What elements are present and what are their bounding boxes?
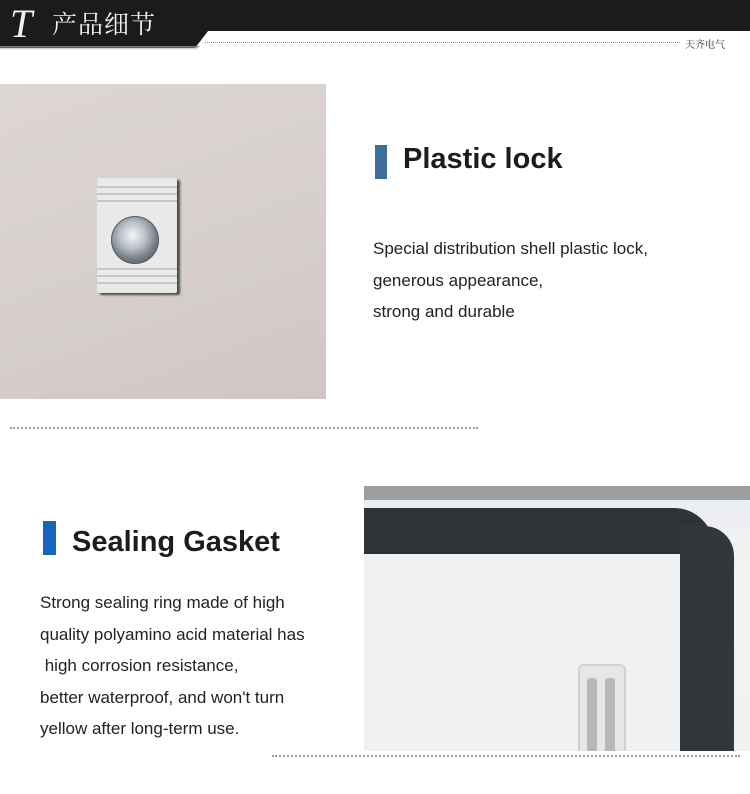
sealing-gasket-text-line: Strong sealing ring made of high <box>40 593 285 612</box>
bottom-dotted-divider <box>272 755 740 757</box>
plastic-lock-text-line: generous appearance, <box>373 271 544 290</box>
page-title: 产品细节 <box>52 10 157 39</box>
plastic-lock-photo <box>0 84 326 399</box>
plastic-lock-heading: Plastic lock <box>403 143 563 175</box>
screw-icon <box>111 216 159 264</box>
logo-t-icon: T <box>10 1 33 46</box>
sealing-gasket-text-line: better waterproof, and won't turn <box>40 688 285 707</box>
enclosure-frame <box>364 486 750 500</box>
lock-plate <box>97 178 177 293</box>
brand-name: 天齐电气 <box>685 40 725 51</box>
sealing-gasket-text-line: yellow after long-term use. <box>40 719 240 738</box>
sealing-gasket-text-line: quality polyamino acid material has <box>40 625 305 644</box>
gasket-vertical <box>680 526 734 751</box>
section-dotted-divider <box>10 427 478 429</box>
plastic-lock-text-line: Special distribution shell plastic lock, <box>373 239 648 258</box>
header-banner <box>0 0 750 50</box>
door-latch <box>578 664 626 751</box>
gasket-horizontal <box>364 508 714 554</box>
sealing-gasket-heading: Sealing Gasket <box>72 526 280 558</box>
plastic-lock-text-line: strong and durable <box>373 302 515 321</box>
sealing-gasket-text-line: high corrosion resistance, <box>40 656 239 675</box>
plastic-lock-accent-bar <box>375 145 387 179</box>
sealing-gasket-photo <box>364 486 750 751</box>
header-dotted-divider <box>205 42 680 43</box>
banner-tab-shadow <box>0 46 200 50</box>
enclosure-door-panel <box>364 554 680 751</box>
sealing-gasket-accent-bar <box>43 521 56 555</box>
